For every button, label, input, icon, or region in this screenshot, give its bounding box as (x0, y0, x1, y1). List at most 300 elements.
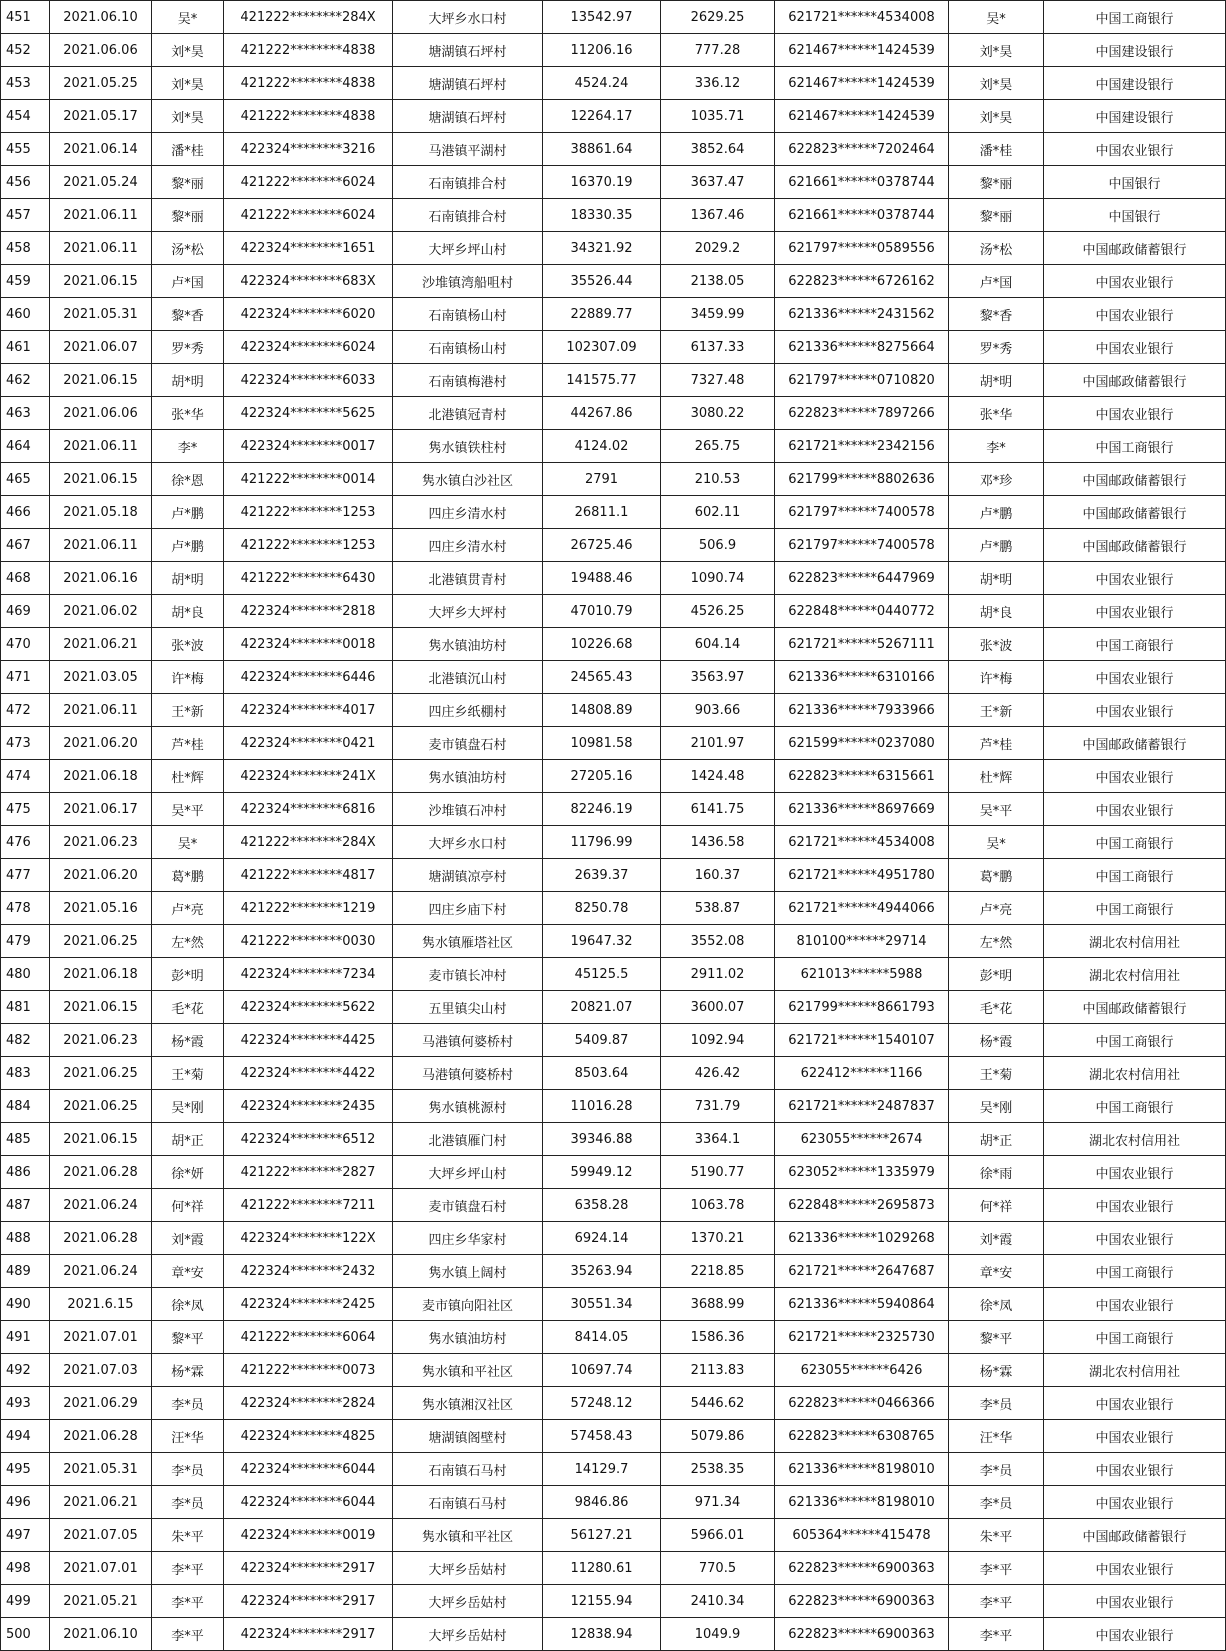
table-row (1, 298, 1226, 331)
address-cell: 塘湖镇石坪村 (393, 67, 543, 100)
row-number-cell: 451 (1, 1, 50, 34)
address-cell: 北港镇沉山村 (393, 661, 543, 694)
date-cell: 2021.06.20 (50, 727, 152, 760)
row-number-cell: 470 (1, 628, 50, 661)
bank-cell: 中国农业银行 (1044, 1222, 1226, 1255)
subsidy-cell: 265.75 (661, 430, 775, 463)
name-cell: 张*华 (152, 397, 224, 430)
table-row (1, 1354, 1226, 1387)
amount-cell: 11280.61 (543, 1552, 661, 1585)
payee-cell: 徐*凤 (949, 1288, 1044, 1321)
name-cell: 何*祥 (152, 1189, 224, 1222)
card-number-cell: 621797******7400578 (775, 496, 949, 529)
id-number-cell: 422324********6044 (224, 1453, 393, 1486)
name-cell: 王*菊 (152, 1057, 224, 1090)
bank-cell: 中国农业银行 (1044, 1420, 1226, 1453)
card-number-cell: 623055******6426 (775, 1354, 949, 1387)
bank-cell: 中国邮政储蓄银行 (1044, 364, 1226, 397)
subsidy-cell: 6141.75 (661, 793, 775, 826)
bank-cell: 中国农业银行 (1044, 1189, 1226, 1222)
card-number-cell: 621797******0710820 (775, 364, 949, 397)
name-cell: 李*员 (152, 1486, 224, 1519)
amount-cell: 2639.37 (543, 859, 661, 892)
subsidy-cell: 5190.77 (661, 1156, 775, 1189)
address-cell: 隽水镇上阔村 (393, 1255, 543, 1288)
table-row (1, 1156, 1226, 1189)
name-cell: 左*然 (152, 925, 224, 958)
amount-cell: 14808.89 (543, 694, 661, 727)
row-number-cell: 457 (1, 199, 50, 232)
subsidy-cell: 5446.62 (661, 1387, 775, 1420)
payee-cell: 葛*鹏 (949, 859, 1044, 892)
amount-cell: 20821.07 (543, 991, 661, 1024)
id-number-cell: 422324********241X (224, 760, 393, 793)
date-cell: 2021.05.31 (50, 298, 152, 331)
card-number-cell: 622823******6726162 (775, 265, 949, 298)
payee-cell: 刘*霞 (949, 1222, 1044, 1255)
address-cell: 麦市镇长冲村 (393, 958, 543, 991)
bank-cell: 湖北农村信用社 (1044, 958, 1226, 991)
id-number-cell: 422324********122X (224, 1222, 393, 1255)
payee-cell: 黎*丽 (949, 166, 1044, 199)
row-number-cell: 452 (1, 34, 50, 67)
subsidy-cell: 160.37 (661, 859, 775, 892)
id-number-cell: 422324********6033 (224, 364, 393, 397)
amount-cell: 10697.74 (543, 1354, 661, 1387)
name-cell: 黎*丽 (152, 199, 224, 232)
name-cell: 葛*鹏 (152, 859, 224, 892)
date-cell: 2021.07.05 (50, 1519, 152, 1552)
subsidy-cell: 3080.22 (661, 397, 775, 430)
id-number-cell: 422324********2435 (224, 1090, 393, 1123)
name-cell: 李*平 (152, 1552, 224, 1585)
row-number-cell: 496 (1, 1486, 50, 1519)
amount-cell: 26811.1 (543, 496, 661, 529)
address-cell: 大坪乡水口村 (393, 1, 543, 34)
amount-cell: 12264.17 (543, 100, 661, 133)
date-cell: 2021.05.24 (50, 166, 152, 199)
row-number-cell: 454 (1, 100, 50, 133)
name-cell: 徐*恩 (152, 463, 224, 496)
bank-cell: 中国建设银行 (1044, 34, 1226, 67)
id-number-cell: 422324********7234 (224, 958, 393, 991)
name-cell: 毛*花 (152, 991, 224, 1024)
payee-cell: 毛*花 (949, 991, 1044, 1024)
row-number-cell: 479 (1, 925, 50, 958)
amount-cell: 11016.28 (543, 1090, 661, 1123)
date-cell: 2021.06.28 (50, 1156, 152, 1189)
payee-cell: 杜*辉 (949, 760, 1044, 793)
card-number-cell: 621336******5940864 (775, 1288, 949, 1321)
card-number-cell: 621336******8198010 (775, 1486, 949, 1519)
date-cell: 2021.05.18 (50, 496, 152, 529)
date-cell: 2021.05.31 (50, 1453, 152, 1486)
row-number-cell: 460 (1, 298, 50, 331)
payee-cell: 王*新 (949, 694, 1044, 727)
amount-cell: 47010.79 (543, 595, 661, 628)
bank-cell: 中国邮政储蓄银行 (1044, 463, 1226, 496)
card-number-cell: 621721******2342156 (775, 430, 949, 463)
payee-cell: 李*员 (949, 1387, 1044, 1420)
date-cell: 2021.06.11 (50, 694, 152, 727)
name-cell: 李*平 (152, 1618, 224, 1651)
row-number-cell: 475 (1, 793, 50, 826)
payee-cell: 吴*平 (949, 793, 1044, 826)
amount-cell: 12838.94 (543, 1618, 661, 1651)
amount-cell: 82246.19 (543, 793, 661, 826)
amount-cell: 6358.28 (543, 1189, 661, 1222)
name-cell: 卢*国 (152, 265, 224, 298)
id-number-cell: 422324********4425 (224, 1024, 393, 1057)
table-row (1, 529, 1226, 562)
date-cell: 2021.06.15 (50, 463, 152, 496)
id-number-cell: 422324********6020 (224, 298, 393, 331)
id-number-cell: 421222********2827 (224, 1156, 393, 1189)
card-number-cell: 621721******1540107 (775, 1024, 949, 1057)
card-number-cell: 810100******29714 (775, 925, 949, 958)
id-number-cell: 422324********6044 (224, 1486, 393, 1519)
subsidy-cell: 602.11 (661, 496, 775, 529)
card-number-cell: 621336******6310166 (775, 661, 949, 694)
row-number-cell: 480 (1, 958, 50, 991)
subsidy-cell: 770.5 (661, 1552, 775, 1585)
card-number-cell: 605364******415478 (775, 1519, 949, 1552)
table-row (1, 430, 1226, 463)
id-number-cell: 422324********2917 (224, 1552, 393, 1585)
name-cell: 卢*鹏 (152, 496, 224, 529)
address-cell: 四庄乡庙下村 (393, 892, 543, 925)
address-cell: 隽水镇油坊村 (393, 760, 543, 793)
address-cell: 大坪乡坪山村 (393, 232, 543, 265)
row-number-cell: 455 (1, 133, 50, 166)
subsidy-cell: 903.66 (661, 694, 775, 727)
subsidy-cell: 3552.08 (661, 925, 775, 958)
subsidy-cell: 426.42 (661, 1057, 775, 1090)
subsidy-cell: 1367.46 (661, 199, 775, 232)
table-row (1, 1123, 1226, 1156)
bank-cell: 中国农业银行 (1044, 397, 1226, 430)
bank-cell: 中国农业银行 (1044, 133, 1226, 166)
payee-cell: 张*华 (949, 397, 1044, 430)
subsidy-cell: 3688.99 (661, 1288, 775, 1321)
row-number-cell: 493 (1, 1387, 50, 1420)
row-number-cell: 472 (1, 694, 50, 727)
address-cell: 隽水镇白沙社区 (393, 463, 543, 496)
date-cell: 2021.06.02 (50, 595, 152, 628)
payee-cell: 李*平 (949, 1552, 1044, 1585)
table-row (1, 1519, 1226, 1552)
row-number-cell: 471 (1, 661, 50, 694)
bank-cell: 湖北农村信用社 (1044, 925, 1226, 958)
table-row (1, 1387, 1226, 1420)
subsidy-cell: 1424.48 (661, 760, 775, 793)
address-cell: 石南镇杨山村 (393, 298, 543, 331)
row-number-cell: 476 (1, 826, 50, 859)
payee-cell: 芦*桂 (949, 727, 1044, 760)
amount-cell: 38861.64 (543, 133, 661, 166)
name-cell: 李*员 (152, 1453, 224, 1486)
payee-cell: 刘*昊 (949, 67, 1044, 100)
id-number-cell: 421222********6064 (224, 1321, 393, 1354)
name-cell: 汪*华 (152, 1420, 224, 1453)
card-number-cell: 621661******0378744 (775, 166, 949, 199)
amount-cell: 8414.05 (543, 1321, 661, 1354)
payee-cell: 王*菊 (949, 1057, 1044, 1090)
card-number-cell: 622823******0466366 (775, 1387, 949, 1420)
card-number-cell: 621467******1424539 (775, 67, 949, 100)
address-cell: 大坪乡水口村 (393, 826, 543, 859)
date-cell: 2021.06.23 (50, 826, 152, 859)
address-cell: 石南镇排合村 (393, 199, 543, 232)
table-row (1, 199, 1226, 232)
address-cell: 大坪乡岳姑村 (393, 1618, 543, 1651)
payee-cell: 吴* (949, 1, 1044, 34)
bank-cell: 中国工商银行 (1044, 1090, 1226, 1123)
subsidy-cell: 3364.1 (661, 1123, 775, 1156)
table-row (1, 496, 1226, 529)
payee-cell: 章*安 (949, 1255, 1044, 1288)
date-cell: 2021.06.14 (50, 133, 152, 166)
bank-cell: 中国农业银行 (1044, 1156, 1226, 1189)
name-cell: 李*平 (152, 1585, 224, 1618)
subsidy-cell: 5079.86 (661, 1420, 775, 1453)
address-cell: 隽水镇雁塔社区 (393, 925, 543, 958)
table-row (1, 463, 1226, 496)
amount-cell: 27205.16 (543, 760, 661, 793)
name-cell: 罗*秀 (152, 331, 224, 364)
id-number-cell: 422324********683X (224, 265, 393, 298)
address-cell: 塘湖镇石坪村 (393, 100, 543, 133)
table-row (1, 67, 1226, 100)
amount-cell: 10981.58 (543, 727, 661, 760)
name-cell: 刘*昊 (152, 100, 224, 133)
bank-cell: 中国邮政储蓄银行 (1044, 991, 1226, 1024)
card-number-cell: 622823******6900363 (775, 1552, 949, 1585)
address-cell: 隽水镇铁柱村 (393, 430, 543, 463)
card-number-cell: 621721******4951780 (775, 859, 949, 892)
card-number-cell: 621721******4534008 (775, 826, 949, 859)
id-number-cell: 422324********2425 (224, 1288, 393, 1321)
payee-cell: 朱*平 (949, 1519, 1044, 1552)
card-number-cell: 621721******4534008 (775, 1, 949, 34)
bank-cell: 中国农业银行 (1044, 694, 1226, 727)
amount-cell: 19647.32 (543, 925, 661, 958)
date-cell: 2021.06.24 (50, 1255, 152, 1288)
row-number-cell: 489 (1, 1255, 50, 1288)
name-cell: 李*员 (152, 1387, 224, 1420)
bank-cell: 湖北农村信用社 (1044, 1057, 1226, 1090)
amount-cell: 141575.77 (543, 364, 661, 397)
subsidy-cell: 1370.21 (661, 1222, 775, 1255)
table-row (1, 1585, 1226, 1618)
id-number-cell: 421222********1253 (224, 529, 393, 562)
card-number-cell: 622823******6900363 (775, 1585, 949, 1618)
id-number-cell: 421222********6024 (224, 166, 393, 199)
bank-cell: 中国工商银行 (1044, 1, 1226, 34)
name-cell: 李* (152, 430, 224, 463)
card-number-cell: 621336******8198010 (775, 1453, 949, 1486)
row-number-cell: 477 (1, 859, 50, 892)
name-cell: 章*安 (152, 1255, 224, 1288)
payee-cell: 李*员 (949, 1486, 1044, 1519)
row-number-cell: 486 (1, 1156, 50, 1189)
address-cell: 塘湖镇阁壁村 (393, 1420, 543, 1453)
amount-cell: 10226.68 (543, 628, 661, 661)
date-cell: 2021.06.18 (50, 958, 152, 991)
card-number-cell: 621467******1424539 (775, 100, 949, 133)
name-cell: 黎*丽 (152, 166, 224, 199)
date-cell: 2021.07.01 (50, 1321, 152, 1354)
payee-cell: 胡*正 (949, 1123, 1044, 1156)
card-number-cell: 622823******6315661 (775, 760, 949, 793)
row-number-cell: 459 (1, 265, 50, 298)
address-cell: 塘湖镇凉亭村 (393, 859, 543, 892)
amount-cell: 8503.64 (543, 1057, 661, 1090)
date-cell: 2021.06.11 (50, 529, 152, 562)
amount-cell: 12155.94 (543, 1585, 661, 1618)
table-row (1, 826, 1226, 859)
card-number-cell: 621336******8275664 (775, 331, 949, 364)
name-cell: 卢*亮 (152, 892, 224, 925)
bank-cell: 中国农业银行 (1044, 562, 1226, 595)
amount-cell: 11206.16 (543, 34, 661, 67)
bank-cell: 中国农业银行 (1044, 1453, 1226, 1486)
table-row (1, 1, 1226, 34)
bank-cell: 中国工商银行 (1044, 628, 1226, 661)
amount-cell: 8250.78 (543, 892, 661, 925)
id-number-cell: 421222********4817 (224, 859, 393, 892)
row-number-cell: 487 (1, 1189, 50, 1222)
bank-cell: 中国农业银行 (1044, 1486, 1226, 1519)
bank-cell: 中国工商银行 (1044, 1321, 1226, 1354)
amount-cell: 57458.43 (543, 1420, 661, 1453)
address-cell: 马港镇何婆桥村 (393, 1057, 543, 1090)
subsidy-cell: 3852.64 (661, 133, 775, 166)
payee-cell: 刘*昊 (949, 34, 1044, 67)
address-cell: 大坪乡大坪村 (393, 595, 543, 628)
subsidy-cell: 5966.01 (661, 1519, 775, 1552)
date-cell: 2021.06.15 (50, 1123, 152, 1156)
name-cell: 徐*妍 (152, 1156, 224, 1189)
amount-cell: 5409.87 (543, 1024, 661, 1057)
address-cell: 五里镇尖山村 (393, 991, 543, 1024)
date-cell: 2021.06.06 (50, 34, 152, 67)
payee-cell: 潘*桂 (949, 133, 1044, 166)
payee-cell: 卢*鹏 (949, 529, 1044, 562)
id-number-cell: 422324********6446 (224, 661, 393, 694)
amount-cell: 16370.19 (543, 166, 661, 199)
address-cell: 麦市镇盘石村 (393, 727, 543, 760)
table-row (1, 661, 1226, 694)
bank-cell: 中国农业银行 (1044, 661, 1226, 694)
address-cell: 北港镇冠青村 (393, 397, 543, 430)
name-cell: 徐*凤 (152, 1288, 224, 1321)
subsidy-cell: 7327.48 (661, 364, 775, 397)
card-number-cell: 621336******1029268 (775, 1222, 949, 1255)
row-number-cell: 494 (1, 1420, 50, 1453)
card-number-cell: 623055******2674 (775, 1123, 949, 1156)
row-number-cell: 485 (1, 1123, 50, 1156)
address-cell: 隽水镇油坊村 (393, 628, 543, 661)
name-cell: 杜*辉 (152, 760, 224, 793)
subsidy-cell: 2911.02 (661, 958, 775, 991)
subsidy-cell: 3563.97 (661, 661, 775, 694)
bank-cell: 中国农业银行 (1044, 1288, 1226, 1321)
card-number-cell: 621336******7933966 (775, 694, 949, 727)
date-cell: 2021.06.15 (50, 991, 152, 1024)
date-cell: 2021.06.10 (50, 1, 152, 34)
date-cell: 2021.06.06 (50, 397, 152, 430)
payee-cell: 徐*雨 (949, 1156, 1044, 1189)
payee-cell: 黎*丽 (949, 199, 1044, 232)
amount-cell: 44267.86 (543, 397, 661, 430)
address-cell: 四庄乡华家村 (393, 1222, 543, 1255)
amount-cell: 39346.88 (543, 1123, 661, 1156)
table-row (1, 958, 1226, 991)
bank-cell: 中国银行 (1044, 166, 1226, 199)
date-cell: 2021.06.11 (50, 430, 152, 463)
subsidy-cell: 506.9 (661, 529, 775, 562)
payee-cell: 吴*刚 (949, 1090, 1044, 1123)
address-cell: 隽水镇油坊村 (393, 1321, 543, 1354)
bank-cell: 中国农业银行 (1044, 793, 1226, 826)
name-cell: 芦*桂 (152, 727, 224, 760)
id-number-cell: 422324********2917 (224, 1585, 393, 1618)
amount-cell: 56127.21 (543, 1519, 661, 1552)
row-number-cell: 468 (1, 562, 50, 595)
subsidy-cell: 538.87 (661, 892, 775, 925)
name-cell: 胡*明 (152, 562, 224, 595)
name-cell: 潘*桂 (152, 133, 224, 166)
subsidy-cell: 3459.99 (661, 298, 775, 331)
bank-cell: 中国工商银行 (1044, 892, 1226, 925)
card-number-cell: 621799******8802636 (775, 463, 949, 496)
name-cell: 彭*明 (152, 958, 224, 991)
amount-cell: 22889.77 (543, 298, 661, 331)
name-cell: 吴*平 (152, 793, 224, 826)
id-number-cell: 422324********5625 (224, 397, 393, 430)
table-row (1, 892, 1226, 925)
name-cell: 汤*松 (152, 232, 224, 265)
id-number-cell: 421222********7211 (224, 1189, 393, 1222)
row-number-cell: 461 (1, 331, 50, 364)
payee-cell: 李*员 (949, 1453, 1044, 1486)
date-cell: 2021.05.21 (50, 1585, 152, 1618)
row-number-cell: 469 (1, 595, 50, 628)
bank-cell: 湖北农村信用社 (1044, 1354, 1226, 1387)
card-number-cell: 622823******6900363 (775, 1618, 949, 1651)
id-number-cell: 422324********2917 (224, 1618, 393, 1651)
payee-cell: 汪*华 (949, 1420, 1044, 1453)
row-number-cell: 458 (1, 232, 50, 265)
row-number-cell: 466 (1, 496, 50, 529)
name-cell: 吴*刚 (152, 1090, 224, 1123)
row-number-cell: 483 (1, 1057, 50, 1090)
amount-cell: 14129.7 (543, 1453, 661, 1486)
card-number-cell: 621336******2431562 (775, 298, 949, 331)
address-cell: 四庄乡清水村 (393, 529, 543, 562)
card-number-cell: 621799******8661793 (775, 991, 949, 1024)
id-number-cell: 422324********4017 (224, 694, 393, 727)
table-row (1, 265, 1226, 298)
card-number-cell: 621599******0237080 (775, 727, 949, 760)
date-cell: 2021.06.15 (50, 265, 152, 298)
card-number-cell: 621721******5267111 (775, 628, 949, 661)
id-number-cell: 422324********5622 (224, 991, 393, 1024)
id-number-cell: 422324********6024 (224, 331, 393, 364)
date-cell: 2021.06.25 (50, 1090, 152, 1123)
table-row (1, 760, 1226, 793)
